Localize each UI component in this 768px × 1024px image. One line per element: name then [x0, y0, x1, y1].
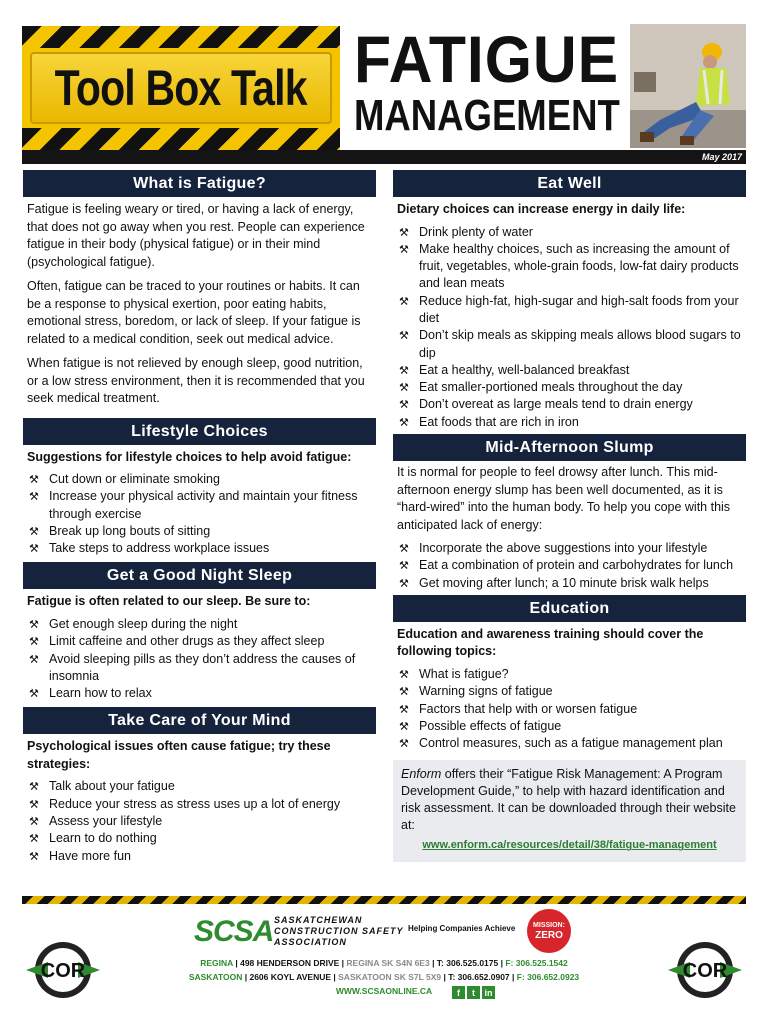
- heading-good-night-sleep: Get a Good Night Sleep: [23, 562, 376, 589]
- tools-bullet-icon: ⚒: [399, 382, 409, 395]
- tools-bullet-icon: ⚒: [399, 577, 409, 590]
- list-item: ⚒ Don’t skip meals as skipping meals allows blood sugars to dip: [399, 328, 741, 360]
- education-intro: Education and awareness training should cover the following topics:: [397, 626, 704, 659]
- eat-well-list: [393, 224, 746, 432]
- tools-bullet-icon: ⚒: [29, 636, 39, 649]
- document-title: [354, 22, 626, 142]
- tools-bullet-icon: ⚒: [29, 543, 39, 556]
- heading-education: Education: [393, 595, 746, 622]
- left-column: [23, 170, 376, 865]
- tools-bullet-icon: ⚒: [399, 330, 409, 343]
- list-item: ⚒ Don’t overeat as large meals tend to drain energy: [397, 396, 742, 413]
- title-management: MANAGEMENT: [354, 91, 620, 140]
- cor-text: COR: [40, 960, 86, 982]
- list-item: ⚒ Get moving after lunch; a 10 minute brisk walk helps: [397, 575, 742, 592]
- list-item: ⚒ Control measures, such as a fatigue management plan: [397, 735, 742, 752]
- banner-title: Tool Box Talk: [54, 60, 308, 116]
- tools-bullet-icon: ⚒: [29, 833, 39, 846]
- fatigue-paragraph: When fatigue is not relieved by enough sleep, good nutrition, or a low stress environment, then it is recommended that you seek medical treatment.: [27, 356, 365, 405]
- list-item: ⚒ Eat smaller-portioned meals throughout the day: [397, 379, 742, 396]
- list-item: ⚒ Eat a combination of protein and carbohydrates for lunch: [397, 557, 742, 574]
- website-link[interactable]: WWW.SCSAONLINE.CA: [335, 986, 433, 996]
- sleep-list: [23, 616, 376, 702]
- lifestyle-list: [23, 471, 376, 557]
- tools-bullet-icon: ⚒: [399, 243, 409, 256]
- tools-bullet-icon: ⚒: [399, 399, 409, 412]
- footer-hazard-stripe: [22, 896, 746, 904]
- list-item: ⚒ Make healthy choices, such as increasing the amount of fruit, vegetables, whole-grain foods, low-fat dairy products and lean meats: [399, 241, 739, 291]
- slump-list: [393, 540, 746, 592]
- list-item: ⚒ Drink plenty of water: [397, 224, 742, 241]
- list-item: ⚒ Possible effects of fatigue: [397, 718, 742, 735]
- education-list: [393, 666, 746, 752]
- list-item: ⚒ Warning signs of fatigue: [397, 683, 742, 700]
- fatigue-paragraph: Fatigue is feeling weary or tired, or having a lack of energy, that does not go away when you rest. People can experience fatigue in their body (physical fatigue) or in their mind (psychological fatigue).: [27, 202, 365, 269]
- list-item: ⚒ Eat a healthy, well-balanced breakfast: [397, 362, 742, 379]
- heading-eat-well: Eat Well: [393, 170, 746, 197]
- cor-text: COR: [682, 960, 728, 982]
- issue-date: May 2017: [701, 152, 742, 162]
- tools-bullet-icon: ⚒: [399, 720, 409, 733]
- list-item: ⚒ Reduce high-fat, high-sugar and high-salt foods from your diet: [399, 293, 739, 325]
- tools-bullet-icon: ⚒: [29, 491, 39, 504]
- tools-bullet-icon: ⚒: [399, 738, 409, 751]
- tools-bullet-icon: ⚒: [29, 653, 39, 666]
- tool-box-talk-banner: [22, 26, 340, 150]
- list-item: ⚒ Incorporate the above suggestions into your lifestyle: [397, 540, 742, 557]
- lifestyle-intro: Suggestions for lifestyle choices to help avoid fatigue:: [27, 449, 352, 464]
- tired-worker-photo: [630, 24, 746, 148]
- tools-bullet-icon: ⚒: [29, 850, 39, 863]
- scsa-wordmark: SCSA: [194, 915, 274, 948]
- list-item: ⚒ Talk about your fatigue: [27, 778, 372, 795]
- tools-bullet-icon: ⚒: [29, 474, 39, 486]
- enform-note-text: Enform offers their “Fatigue Risk Management: A Program Development Guide,” to help with hazard identification and risk assessment. It can be downloaded through their website at:: [401, 767, 736, 833]
- enform-note: [393, 760, 746, 862]
- list-item: ⚒ Avoid sleeping pills as they don’t address the causes of insomnia: [29, 651, 356, 683]
- list-item: ⚒ Cut down or eliminate smoking: [27, 471, 372, 488]
- list-item: ⚒ Eat foods that are rich in iron: [397, 414, 742, 431]
- tools-bullet-icon: ⚒: [399, 226, 409, 239]
- tools-bullet-icon: ⚒: [399, 543, 409, 556]
- banner-plate: [30, 52, 332, 124]
- slump-paragraph: It is normal for people to feel drowsy after lunch. This mid-afternoon energy slump has been well documented, as it is “hard-wired” into the human body. To help you cope with this anticipated lack of energy:: [397, 465, 731, 532]
- eat-well-intro: Dietary choices can increase energy in daily life:: [397, 202, 686, 216]
- header-rule: [22, 150, 746, 164]
- mind-intro: Psychological issues often cause fatigue; try these strategies:: [27, 739, 331, 771]
- list-item: ⚒ Reduce your stress as stress uses up a lot of energy: [27, 796, 372, 813]
- tools-bullet-icon: ⚒: [399, 686, 409, 699]
- cor-logo: [24, 940, 102, 1000]
- list-item: ⚒ Break up long bouts of sitting: [27, 523, 372, 540]
- mind-list: [23, 778, 376, 864]
- list-item: ⚒ Get enough sleep during the night: [27, 616, 372, 633]
- tools-bullet-icon: ⚒: [399, 668, 409, 681]
- list-item: ⚒ Take steps to address workplace issues: [27, 540, 372, 557]
- list-item: ⚒ Assess your lifestyle: [27, 813, 372, 830]
- cor-logo: [666, 940, 744, 1000]
- list-item: ⚒ Learn how to relax: [27, 685, 372, 702]
- tools-bullet-icon: ⚒: [29, 816, 39, 829]
- mission-zero-logo: MISSION: ZERO: [527, 909, 571, 953]
- list-item: ⚒ Have more fun: [27, 848, 372, 865]
- hazard-stripes-bottom: [22, 128, 340, 150]
- sleep-intro: Fatigue is often related to our sleep. Be sure to:: [27, 594, 311, 609]
- list-item: ⚒ Factors that help with or worsen fatigue: [397, 701, 742, 718]
- tools-bullet-icon: ⚒: [29, 525, 39, 538]
- list-item: ⚒ Learn to do nothing: [27, 830, 372, 847]
- tools-bullet-icon: ⚒: [29, 618, 39, 631]
- heading-what-is-fatigue: What is Fatigue?: [23, 170, 376, 197]
- regina-contact: REGINA | 498 HENDERSON DRIVE | REGINA SK S4N 6E3 | T: 306.525.0175 | F: 306.525.1542: [200, 958, 568, 968]
- heading-lifestyle-choices: Lifestyle Choices: [23, 418, 376, 445]
- heading-mid-afternoon-slump: Mid-Afternoon Slump: [393, 434, 746, 461]
- helping-text: Helping Companies Achieve: [408, 924, 516, 933]
- tools-bullet-icon: ⚒: [29, 798, 39, 811]
- twitter-icon[interactable]: t: [467, 986, 480, 999]
- tools-bullet-icon: ⚒: [399, 703, 409, 716]
- tools-bullet-icon: ⚒: [29, 688, 39, 701]
- scsa-logo: [194, 915, 404, 949]
- scsa-full-name: SASKATCHEWAN CONSTRUCTION SAFETY ASSOCIATION: [274, 915, 404, 947]
- tools-bullet-icon: ⚒: [399, 416, 409, 429]
- linkedin-icon[interactable]: in: [482, 986, 495, 999]
- right-column: [393, 170, 746, 862]
- tools-bullet-icon: ⚒: [399, 295, 409, 308]
- tools-bullet-icon: ⚒: [399, 364, 409, 377]
- tools-bullet-icon: ⚒: [29, 781, 39, 794]
- fatigue-paragraph: Often, fatigue can be traced to your routines or habits. It can be a response to physical exertion, poor eating habits, emotional stress, boredom, or lack of sleep. If your fatigue is related to a medical condition, seek out medical advice.: [27, 279, 361, 346]
- hazard-stripes-top: [22, 26, 340, 48]
- enform-link[interactable]: www.enform.ca/resources/detail/38/fatigue-management: [422, 839, 717, 852]
- list-item: ⚒ What is fatigue?: [397, 666, 742, 683]
- tools-bullet-icon: ⚒: [399, 560, 409, 573]
- heading-take-care-of-mind: Take Care of Your Mind: [23, 707, 376, 734]
- facebook-icon[interactable]: f: [452, 986, 465, 999]
- title-fatigue: FATIGUE: [354, 22, 620, 96]
- social-icons: [452, 986, 495, 999]
- saskatoon-contact: SASKATOON | 2606 KOYL AVENUE | SASKATOON SK S7L 5X9 | T: 306.652.0907 | F: 306.652.0923: [188, 972, 580, 982]
- list-item: ⚒ Increase your physical activity and maintain your fitness through exercise: [29, 489, 358, 521]
- list-item: ⚒ Limit caffeine and other drugs as they affect sleep: [27, 633, 372, 650]
